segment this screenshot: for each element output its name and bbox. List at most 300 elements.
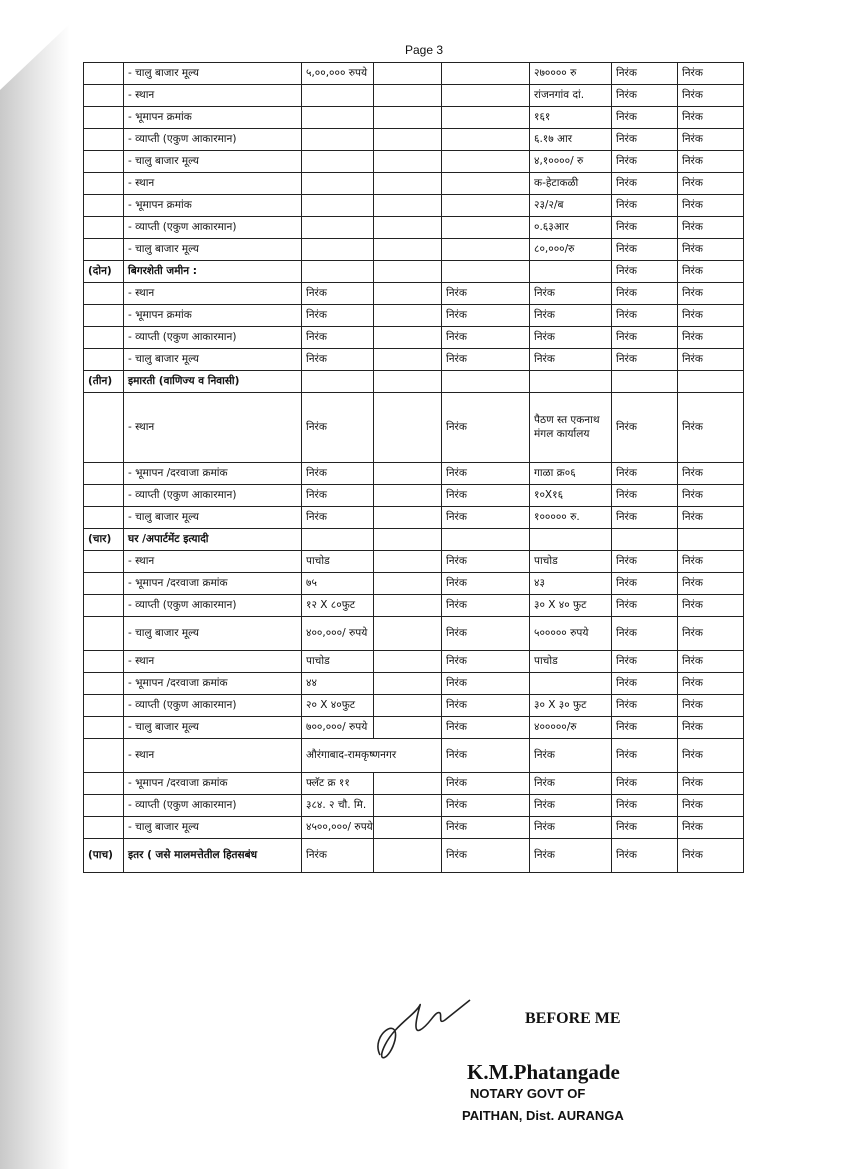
table-cell: निरंक <box>612 305 678 327</box>
table-cell: निरंक <box>442 795 530 817</box>
table-cell <box>374 173 442 195</box>
table-cell <box>302 261 374 283</box>
table-cell: - भूमापन क्रमांक <box>124 305 302 327</box>
table-cell: निरंक <box>612 795 678 817</box>
table-cell: निरंक <box>678 283 744 305</box>
table-cell <box>84 617 124 651</box>
table-cell <box>84 507 124 529</box>
table-cell: निरंक <box>530 327 612 349</box>
table-cell <box>84 717 124 739</box>
table-cell <box>84 695 124 717</box>
table-cell: - स्थान <box>124 85 302 107</box>
table-cell: निरंक <box>612 85 678 107</box>
table-cell: निरंक <box>678 85 744 107</box>
table-cell <box>442 151 530 173</box>
table-cell: ५,००,००० रुपये <box>302 63 374 85</box>
table-cell: निरंक <box>612 595 678 617</box>
table-cell <box>612 529 678 551</box>
table-cell <box>84 283 124 305</box>
table-cell: - भूमापन /दरवाजा क्रमांक <box>124 673 302 695</box>
table-row <box>84 261 744 283</box>
table-cell: निरंक <box>530 305 612 327</box>
table-cell: निरंक <box>612 195 678 217</box>
table-cell <box>374 617 442 651</box>
table-cell: (पाच) <box>84 839 124 873</box>
table-cell <box>442 529 530 551</box>
table-cell: - चालु बाजार मूल्य <box>124 239 302 261</box>
table-cell: गाळा क्र०६ <box>530 463 612 485</box>
table-cell: निरंक <box>442 817 530 839</box>
table-row <box>84 129 744 151</box>
table-cell: निरंक <box>442 773 530 795</box>
table-cell <box>374 85 442 107</box>
table-cell: ४३ <box>530 573 612 595</box>
table-row <box>84 151 744 173</box>
table-cell: निरंक <box>678 695 744 717</box>
table-cell: निरंक <box>302 305 374 327</box>
table-cell <box>442 63 530 85</box>
table-cell: निरंक <box>678 595 744 617</box>
table-cell: २० X ४०फुट <box>302 695 374 717</box>
table-cell: निरंक <box>302 485 374 507</box>
table-cell <box>678 371 744 393</box>
table-cell: निरंक <box>678 551 744 573</box>
table-cell <box>374 595 442 617</box>
table-row <box>84 529 744 551</box>
table-cell <box>374 673 442 695</box>
table-cell: निरंक <box>678 739 744 773</box>
table-cell: निरंक <box>612 239 678 261</box>
table-cell: ४०००००/रु <box>530 717 612 739</box>
table-cell: निरंक <box>442 393 530 463</box>
table-row <box>84 695 744 717</box>
table-cell <box>374 695 442 717</box>
table-cell: २३/२/ब <box>530 195 612 217</box>
table-cell: निरंक <box>678 839 744 873</box>
table-cell: निरंक <box>678 717 744 739</box>
table-cell: निरंक <box>530 283 612 305</box>
table-cell: निरंक <box>442 305 530 327</box>
table-cell: निरंक <box>678 349 744 371</box>
table-cell: फ्लॅट क्र ११ <box>302 773 374 795</box>
table-cell: निरंक <box>612 151 678 173</box>
table-cell: निरंक <box>678 393 744 463</box>
asset-table <box>83 62 744 873</box>
table-cell: निरंक <box>612 63 678 85</box>
table-cell: पाचोड <box>530 651 612 673</box>
table-cell: निरंक <box>612 107 678 129</box>
table-cell <box>302 195 374 217</box>
table-row <box>84 217 744 239</box>
table-cell: निरंक <box>442 507 530 529</box>
table-cell <box>374 349 442 371</box>
table-cell <box>442 129 530 151</box>
table-row <box>84 63 744 85</box>
table-cell <box>374 371 442 393</box>
table-cell <box>84 349 124 371</box>
table-cell: - व्याप्ती (एकुण आकारमान) <box>124 327 302 349</box>
table-cell: निरंक <box>302 839 374 873</box>
table-cell: निरंक <box>442 551 530 573</box>
table-cell: निरंक <box>612 349 678 371</box>
table-cell: निरंक <box>302 393 374 463</box>
table-cell: ४५००,०००/ रुपये <box>302 817 374 839</box>
table-cell: पाचोड <box>302 651 374 673</box>
table-cell <box>84 573 124 595</box>
table-cell: निरंक <box>442 839 530 873</box>
table-cell <box>374 485 442 507</box>
table-cell: निरंक <box>612 129 678 151</box>
table-cell: - भूमापन क्रमांक <box>124 107 302 129</box>
table-cell <box>374 217 442 239</box>
table-cell <box>84 85 124 107</box>
table-cell <box>442 85 530 107</box>
table-cell <box>302 239 374 261</box>
table-cell: निरंक <box>442 673 530 695</box>
table-cell: निरंक <box>678 239 744 261</box>
table-cell: - भूमापन /दरवाजा क्रमांक <box>124 463 302 485</box>
table-cell <box>530 371 612 393</box>
table-cell <box>84 463 124 485</box>
table-cell: निरंक <box>442 617 530 651</box>
table-cell: इमारती (वाणिज्य व निवासी) <box>124 371 302 393</box>
table-cell: निरंक <box>442 573 530 595</box>
table-cell: - व्याप्ती (एकुण आकारमान) <box>124 217 302 239</box>
table-cell <box>84 485 124 507</box>
table-cell: निरंक <box>678 217 744 239</box>
table-cell: निरंक <box>612 773 678 795</box>
table-cell: घर /अपार्टमेंट इत्यादी <box>124 529 302 551</box>
table-cell <box>302 529 374 551</box>
notary-location: PAITHAN, Dist. AURANGA <box>462 1108 624 1123</box>
table-cell: ३८४. २ चौ. मि. <box>302 795 374 817</box>
table-cell <box>374 151 442 173</box>
before-me-text: BEFORE ME <box>525 1010 621 1027</box>
table-cell: - चालु बाजार मूल्य <box>124 717 302 739</box>
table-row <box>84 239 744 261</box>
table-cell: - स्थान <box>124 651 302 673</box>
table-cell <box>442 217 530 239</box>
table-cell: निरंक <box>612 673 678 695</box>
table-row <box>84 463 744 485</box>
table-cell: निरंक <box>612 463 678 485</box>
table-cell: रांजनगांव दां. <box>530 85 612 107</box>
table-cell: निरंक <box>302 327 374 349</box>
table-cell <box>374 651 442 673</box>
table-cell <box>302 129 374 151</box>
table-cell: निरंक <box>442 327 530 349</box>
table-cell <box>84 217 124 239</box>
table-row <box>84 393 744 463</box>
table-cell <box>442 371 530 393</box>
table-cell: - चालु बाजार मूल्य <box>124 151 302 173</box>
table-row <box>84 739 744 773</box>
table-cell <box>374 573 442 595</box>
table-cell: - स्थान <box>124 173 302 195</box>
table-row <box>84 85 744 107</box>
table-cell: ४४ <box>302 673 374 695</box>
table-cell: निरंक <box>442 349 530 371</box>
table-row <box>84 371 744 393</box>
table-cell: - स्थान <box>124 739 302 773</box>
table-cell: निरंक <box>678 795 744 817</box>
table-cell <box>442 173 530 195</box>
table-cell <box>84 305 124 327</box>
table-cell: निरंक <box>442 463 530 485</box>
table-cell: ४००,०००/ रुपये <box>302 617 374 651</box>
table-cell: निरंक <box>612 695 678 717</box>
table-cell: (दोन) <box>84 261 124 283</box>
table-cell: निरंक <box>678 463 744 485</box>
table-cell <box>84 107 124 129</box>
table-row <box>84 795 744 817</box>
table-cell: - व्याप्ती (एकुण आकारमान) <box>124 129 302 151</box>
table-cell: निरंक <box>678 773 744 795</box>
table-cell: निरंक <box>530 739 612 773</box>
table-cell: निरंक <box>678 63 744 85</box>
table-cell: निरंक <box>612 173 678 195</box>
table-cell: निरंक <box>612 739 678 773</box>
table-cell <box>302 151 374 173</box>
table-cell: निरंक <box>442 695 530 717</box>
table-cell: १०X१६ <box>530 485 612 507</box>
table-cell <box>302 107 374 129</box>
signature <box>360 985 480 1079</box>
table-cell <box>374 261 442 283</box>
table-cell: निरंक <box>678 485 744 507</box>
table-row <box>84 507 744 529</box>
table-cell <box>374 393 442 463</box>
table-cell: पैठण स्त एकनाथ मंगल कार्यालय <box>530 393 612 463</box>
table-cell: निरंक <box>678 651 744 673</box>
table-cell: - व्याप्ती (एकुण आकारमान) <box>124 485 302 507</box>
table-cell <box>84 239 124 261</box>
table-cell: ७५ <box>302 573 374 595</box>
table-cell: निरंक <box>530 349 612 371</box>
table-cell: निरंक <box>612 283 678 305</box>
table-row <box>84 327 744 349</box>
table-cell: - व्याप्ती (एकुण आकारमान) <box>124 595 302 617</box>
table-cell: - चालु बाजार मूल्य <box>124 617 302 651</box>
table-cell: पाचोड <box>302 551 374 573</box>
table-cell: ४,१००००/ रु <box>530 151 612 173</box>
notary-name: K.M.Phatangade <box>467 1060 620 1084</box>
table-cell <box>530 261 612 283</box>
table-cell <box>84 795 124 817</box>
table-cell: निरंक <box>612 573 678 595</box>
table-cell <box>84 173 124 195</box>
table-cell: निरंक <box>612 817 678 839</box>
table-cell <box>84 651 124 673</box>
table-cell: क-हेटाकळी <box>530 173 612 195</box>
table-row <box>84 107 744 129</box>
table-cell <box>84 739 124 773</box>
table-row <box>84 617 744 651</box>
table-cell <box>374 239 442 261</box>
table-row <box>84 717 744 739</box>
table-cell: निरंक <box>678 195 744 217</box>
table-cell <box>302 85 374 107</box>
table-cell: निरंक <box>678 327 744 349</box>
page-fold-shadow <box>0 0 70 1169</box>
table-cell: - भूमापन /दरवाजा क्रमांक <box>124 773 302 795</box>
table-cell <box>374 463 442 485</box>
table-cell <box>302 173 374 195</box>
table-cell <box>374 551 442 573</box>
table-cell: - स्थान <box>124 283 302 305</box>
table-cell <box>374 195 442 217</box>
table-row <box>84 773 744 795</box>
table-cell: निरंक <box>530 839 612 873</box>
table-cell: निरंक <box>442 651 530 673</box>
table-cell: निरंक <box>302 349 374 371</box>
table-cell: पाचोड <box>530 551 612 573</box>
table-cell: निरंक <box>442 595 530 617</box>
table-cell: निरंक <box>612 617 678 651</box>
table-cell: निरंक <box>678 673 744 695</box>
table-cell: बिगरशेती जमीन : <box>124 261 302 283</box>
table-cell: - स्थान <box>124 551 302 573</box>
table-cell: निरंक <box>612 327 678 349</box>
table-cell: निरंक <box>302 283 374 305</box>
table-row <box>84 595 744 617</box>
table-cell: निरंक <box>612 217 678 239</box>
table-cell: निरंक <box>678 173 744 195</box>
table-cell: निरंक <box>678 151 744 173</box>
table-row <box>84 839 744 873</box>
table-cell <box>442 239 530 261</box>
table-cell: निरंक <box>442 739 530 773</box>
table-cell <box>374 839 442 873</box>
table-cell <box>374 795 442 817</box>
table-cell: निरंक <box>530 817 612 839</box>
table-cell: औरंगाबाद-रामकृष्णनगर <box>302 739 442 773</box>
table-cell <box>84 393 124 463</box>
table-cell: - व्याप्ती (एकुण आकारमान) <box>124 695 302 717</box>
table-cell: निरंक <box>678 817 744 839</box>
table-cell: निरंक <box>612 717 678 739</box>
table-cell: निरंक <box>612 651 678 673</box>
table-cell <box>84 195 124 217</box>
table-cell: निरंक <box>530 795 612 817</box>
table-cell: निरंक <box>678 305 744 327</box>
table-cell: ७००,०००/ रुपये <box>302 717 374 739</box>
table-cell <box>374 283 442 305</box>
table-cell <box>84 595 124 617</box>
table-cell: ८०,०००/रु <box>530 239 612 261</box>
page-label: Page 3 <box>405 43 444 57</box>
table-cell: निरंक <box>442 485 530 507</box>
table-cell: ६.१७ आर <box>530 129 612 151</box>
table-cell: निरंक <box>678 107 744 129</box>
table-cell: निरंक <box>612 551 678 573</box>
table-cell: ०.६३आर <box>530 217 612 239</box>
table-cell <box>374 773 442 795</box>
table-row <box>84 817 744 839</box>
table-cell <box>530 529 612 551</box>
table-cell: - भूमापन क्रमांक <box>124 195 302 217</box>
table-cell: निरंक <box>612 839 678 873</box>
table-cell: निरंक <box>302 507 374 529</box>
table-cell <box>374 107 442 129</box>
table-cell <box>374 327 442 349</box>
table-cell: निरंक <box>530 773 612 795</box>
table-cell <box>442 195 530 217</box>
table-cell <box>374 817 442 839</box>
table-cell: १००००० रु. <box>530 507 612 529</box>
table-cell: (चार) <box>84 529 124 551</box>
table-cell <box>84 327 124 349</box>
table-cell <box>84 151 124 173</box>
table-cell <box>530 673 612 695</box>
table-cell <box>374 305 442 327</box>
table-cell: निरंक <box>442 717 530 739</box>
table-cell: निरंक <box>442 283 530 305</box>
table-cell <box>302 371 374 393</box>
table-cell: निरंक <box>612 261 678 283</box>
table-cell: - चालु बाजार मूल्य <box>124 349 302 371</box>
page-corner <box>0 0 95 90</box>
table-cell: ३० X ३० फुट <box>530 695 612 717</box>
table-cell: निरंक <box>678 129 744 151</box>
table-cell <box>678 529 744 551</box>
table-cell <box>84 673 124 695</box>
table-cell: - चालु बाजार मूल्य <box>124 507 302 529</box>
table-row <box>84 551 744 573</box>
table-cell: निरंक <box>612 485 678 507</box>
table-row <box>84 651 744 673</box>
table-cell <box>84 63 124 85</box>
table-cell: १२ X ८०फुट <box>302 595 374 617</box>
table-row <box>84 673 744 695</box>
table-cell <box>612 371 678 393</box>
table-row <box>84 485 744 507</box>
table-cell <box>442 107 530 129</box>
table-cell <box>374 507 442 529</box>
table-cell: ३० X ४० फुट <box>530 595 612 617</box>
table-row <box>84 283 744 305</box>
table-cell: - व्याप्ती (एकुण आकारमान) <box>124 795 302 817</box>
table-cell: १६१ <box>530 107 612 129</box>
table-cell <box>374 63 442 85</box>
table-cell <box>374 529 442 551</box>
table-row <box>84 173 744 195</box>
table-cell <box>84 773 124 795</box>
table-cell: २७०००० रु <box>530 63 612 85</box>
table-cell: निरंक <box>678 507 744 529</box>
table-cell: निरंक <box>302 463 374 485</box>
table-cell: निरंक <box>612 507 678 529</box>
table-cell <box>374 717 442 739</box>
table-cell: ५००००० रुपये <box>530 617 612 651</box>
table-cell: निरंक <box>678 573 744 595</box>
table-cell: निरंक <box>678 261 744 283</box>
table-row <box>84 195 744 217</box>
table-cell <box>84 129 124 151</box>
notary-title: NOTARY GOVT OF <box>470 1086 586 1101</box>
table-cell <box>84 551 124 573</box>
table-cell: - स्थान <box>124 393 302 463</box>
table-cell: - भूमापन /दरवाजा क्रमांक <box>124 573 302 595</box>
table-cell <box>374 129 442 151</box>
table-cell: इतर ( जसे मालमत्तेतील हितसबंध <box>124 839 302 873</box>
table-cell: (तीन) <box>84 371 124 393</box>
table-cell: निरंक <box>678 617 744 651</box>
table-row <box>84 305 744 327</box>
table-cell: - चालु बाजार मूल्य <box>124 817 302 839</box>
table-cell <box>442 261 530 283</box>
table-cell: निरंक <box>612 393 678 463</box>
